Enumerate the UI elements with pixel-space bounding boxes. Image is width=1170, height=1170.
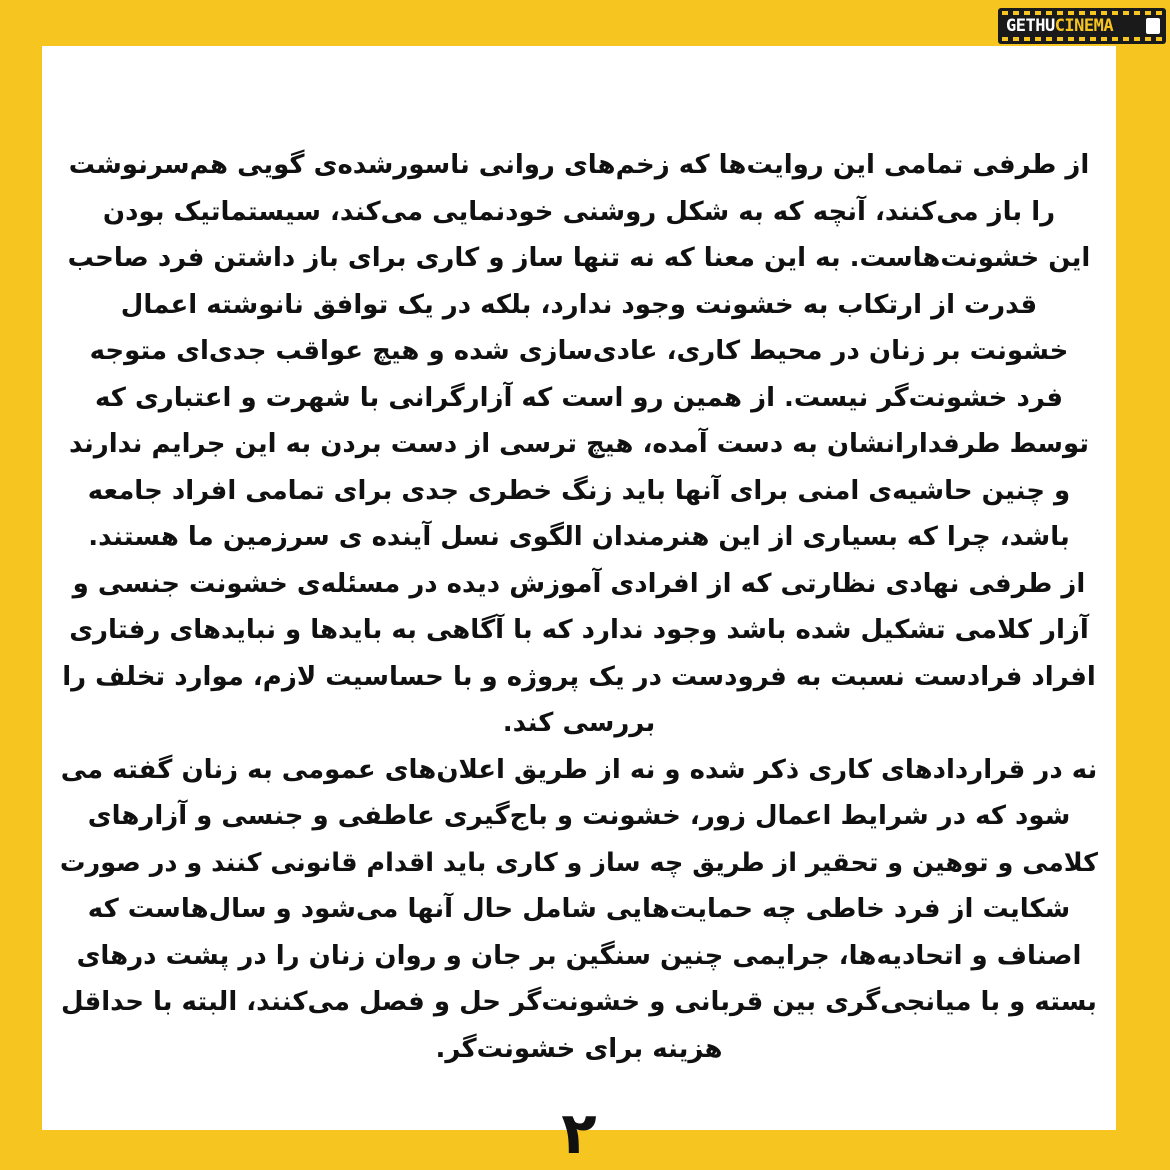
document-page [42,46,1116,1167]
film-frame-icon [1146,18,1160,34]
logo-text [1006,16,1113,36]
text-line: کلامی و توهین و تحقیر از طریق چه ساز و کاری باید اقدام قانونی کنند و در صورت [59,847,1098,878]
text-line: را باز می‌کنند، آنچه که به شکل روشنی خودنمایی می‌کند، سیستماتیک بودن [102,196,1056,227]
text-line: توسط طرفدارانشان به دست آمده، هیچ ترسی از دست بردن به این جرایم ندارند [68,429,1090,459]
text-line: این خشونت‌هاست. به این معنا که نه تنها ساز و کاری برای باز داشتن فرد صاحب [67,243,1091,273]
text-line: و چنین حاشیه‌ی امنی برای آنها باید زنگ خطری جدی برای تمامی افراد جامعه [87,475,1071,506]
text-line: باشد، چرا که بسیاری از این هنرمندان الگوی نسل آینده ی سرزمین ما هستند. [88,522,1070,552]
text-line: از طرفی تمامی این روایت‌ها که زخم‌های روانی ناسورشده‌ی گویی هم‌سرنوشت [68,150,1090,180]
text-line: بسته و با میانجی‌گری بین قربانی و خشونت‌گر حل و فصل می‌کنند، البته با حداقل [61,987,1097,1017]
text-line: بررسی کند. [502,708,656,738]
text-line: از طرفی نهادی نظارتی که از افرادی آموزش دیده در مسئله‌ی خشونت جنسی و [72,568,1086,599]
text-line: شود که در شرایط اعمال زور، خشونت و باج‌گیری عاطفی و جنسی و آزارهای [87,801,1071,831]
logo-text-cinema: CINEMA [1054,16,1114,36]
text-line: شکایت از فرد خاطی چه حمایت‌هایی شامل حال آنها می‌شود و سال‌هاست که [87,894,1071,924]
text-line: فرد خشونت‌گر نیست. از همین رو است که آزارگرانی با شهرت و اعتباری که [95,382,1063,413]
film-perforation-top [1002,11,1162,15]
text-line: هزینه برای خشونت‌گر. [435,1033,723,1064]
gethu-cinema-logo [998,8,1166,44]
text-line: نه در قراردادهای کاری ذکر شده و نه از طریق اعلان‌های عمومی به زنان گفته می [60,754,1098,785]
text-line: افراد فرادست نسبت به فرودست در یک پروژه و با حساسیت لازم، موارد تخلف را [62,661,1096,692]
page-number: ۲ [561,1099,597,1167]
article-text [60,142,1098,1072]
text-line: اصناف و اتحادیه‌ها، جرایمی چنین سنگین بر جان و روان زنان را در پشت درهای [76,940,1082,971]
text-line: خشونت بر زنان در محیط کاری، عادی‌سازی شده و هیچ عواقب جدی‌ای متوجه [89,336,1069,366]
text-line: قدرت از ارتکاب به خشونت وجود ندارد، بلکه در یک توافق نانوشته اعمال [120,289,1038,320]
text-line: آزار کلامی تشکیل شده باشد وجود ندارد که با آگاهی به بایدها و نبایدهای رفتاری [69,615,1089,645]
film-perforation-bottom [1002,37,1162,41]
logo-text-gethu: GETHU [1006,16,1055,36]
